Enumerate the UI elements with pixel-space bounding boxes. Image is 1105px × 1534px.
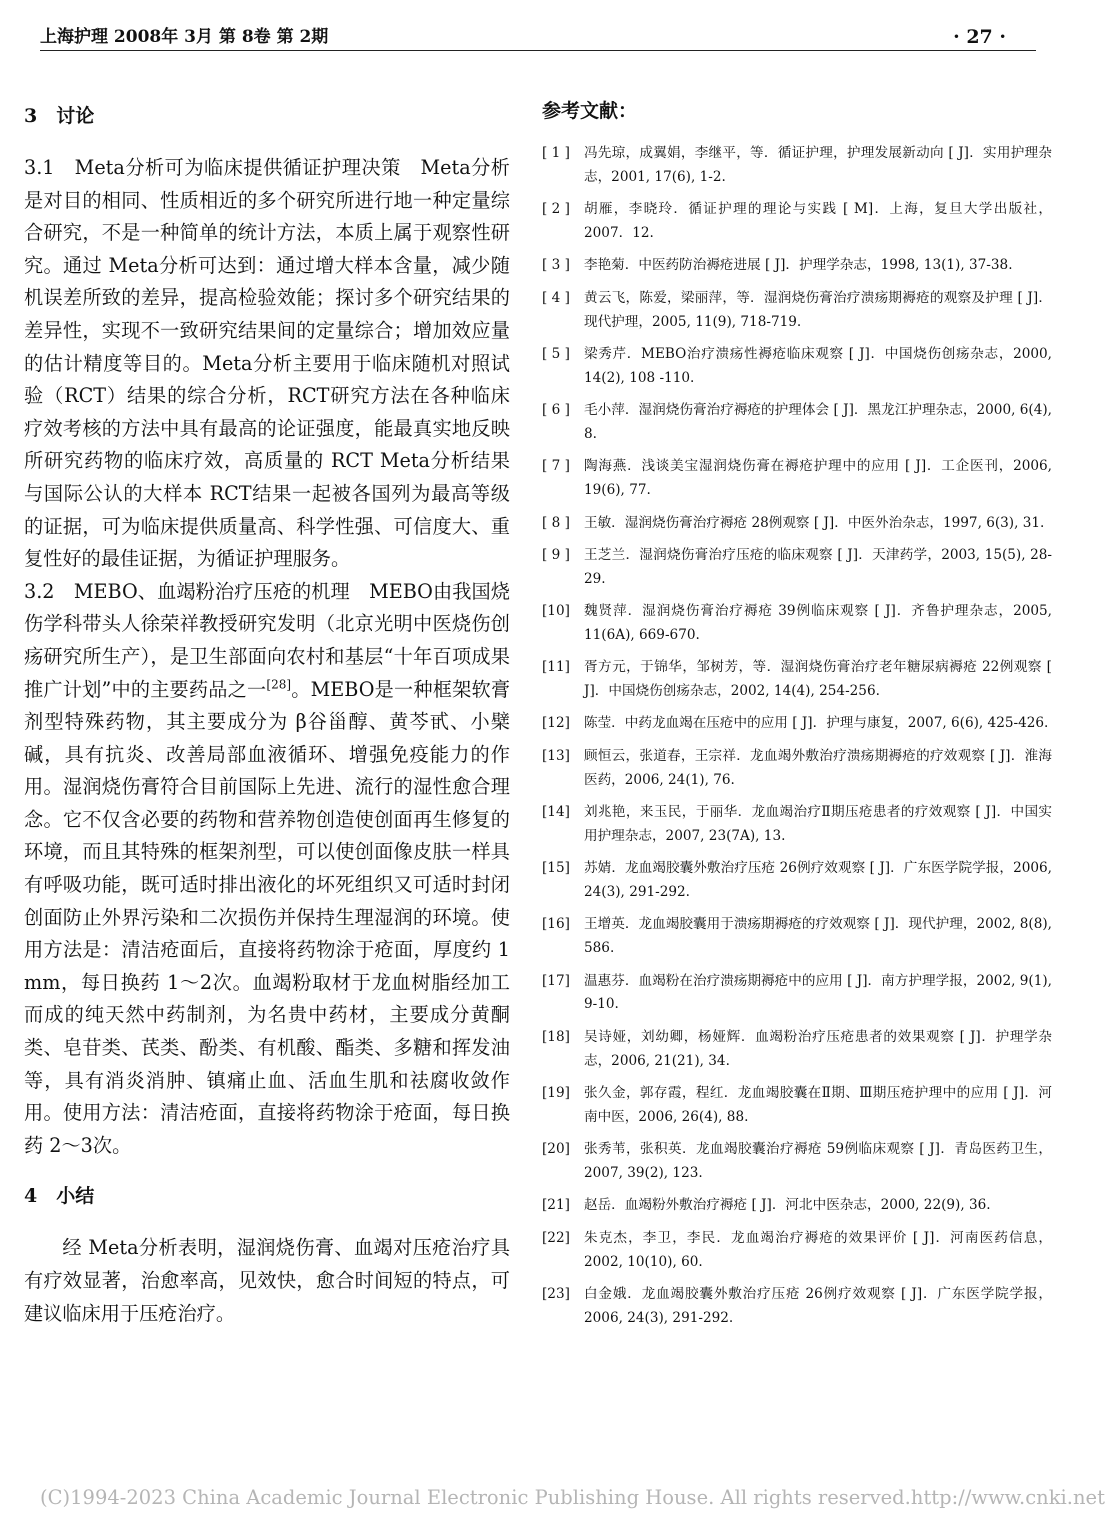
reference-number: [22] — [542, 1229, 570, 1246]
reference-text: 白金娥．龙血竭胶囊外敷治疗压疮 26例疗效观察 [ J]．广东医学院学报，2006, 24(3), 291-292. — [584, 1285, 1052, 1326]
reference-text: 胥方元，于锦华，邹树芳，等．湿润烧伤膏治疗老年糖尿病褥疮 22例观察 [ J]．中国烧伤创疡杂志，2002, 14(4), 254-256. — [584, 659, 1052, 700]
reference-item — [542, 198, 1052, 246]
reference-item — [542, 1138, 1052, 1186]
reference-number: [ 5 ] — [542, 345, 570, 362]
reference-number: [23] — [542, 1285, 570, 1302]
reference-text: 赵岳．血竭粉外敷治疗褥疮 [ J]．河北中医杂志，2000, 22(9), 36. — [584, 1197, 991, 1214]
reference-number: [ 1 ] — [542, 145, 570, 161]
reference-item — [542, 512, 1052, 536]
cnki-url[interactable]: http://www.cnki.net — [910, 1486, 1105, 1509]
reference-number: [10] — [542, 603, 570, 620]
reference-item — [542, 399, 1052, 447]
reference-number: [ 3 ] — [542, 257, 570, 274]
references-title: 参考文献： — [542, 100, 638, 122]
reference-number: [17] — [542, 972, 570, 989]
reference-text: 陶海燕．浅谈美宝湿润烧伤膏在褥疮护理中的应用 [ J]．工企医刊，2006, 19(6), 77. — [584, 458, 1052, 499]
footer — [40, 1486, 1105, 1509]
subsection-3-1-heading: 3.1 Meta分析可为临床提供循证护理决策 — [24, 156, 401, 179]
journal-citation: 上海护理 2008年 3月 第 8卷 第 2期 — [40, 27, 329, 47]
subsection-3-2-heading: 3.2 MEBO、血竭粉治疗压疮的机理 — [24, 579, 350, 603]
reference-number: [18] — [542, 1028, 570, 1045]
reference-text: 陈莹．中药龙血竭在压疮中的应用 [ J]．护理与康复，2007, 6(6), 425-426. — [584, 715, 1049, 732]
reference-item — [542, 600, 1052, 648]
reference-number: [ 8 ] — [542, 514, 570, 531]
reference-item — [542, 970, 1052, 1018]
reference-item — [542, 343, 1052, 391]
paragraph-3-2 — [24, 576, 510, 1163]
reference-number: [14] — [542, 804, 570, 821]
reference-number: [16] — [542, 916, 570, 933]
reference-text: 王敏．湿润烧伤膏治疗褥疮 28例观察 [ J]．中医外治杂志，1997, 6(3), 31. — [584, 514, 1045, 531]
citation-28: [28] — [266, 677, 292, 692]
reference-item — [542, 913, 1052, 961]
reference-text: 魏贤萍．湿润烧伤膏治疗褥疮 39例临床观察 [ J]．齐鲁护理杂志，2005, 11(6A), 669-670. — [584, 603, 1052, 643]
reference-item — [542, 857, 1052, 905]
reference-number: [19] — [542, 1084, 570, 1101]
reference-item — [542, 1194, 1052, 1218]
reference-number: [ 6 ] — [542, 402, 570, 419]
reference-number: [ 4 ] — [542, 289, 570, 306]
reference-text: 顾恒云，张道春，王宗祥．龙血竭外敷治疗溃疡期褥疮的疗效观察 [ J]．淮海医药，2006, 24(1), 76. — [584, 747, 1052, 788]
reference-number: [ 7 ] — [542, 458, 570, 475]
reference-item — [542, 142, 1052, 190]
reference-item — [542, 254, 1052, 278]
reference-text: 吴诗娅，刘幼卿，杨娅辉．血竭粉治疗压疮患者的效果观察 [ J]．护理学杂志，2006, 21(21), 34. — [584, 1028, 1052, 1069]
reference-number: [20] — [542, 1141, 570, 1158]
reference-item — [542, 801, 1052, 849]
reference-item — [542, 1283, 1052, 1331]
header-rule — [40, 50, 1036, 51]
reference-item — [542, 1227, 1052, 1275]
reference-text: 胡雁，李晓玲．循证护理的理论与实践 [ M]．上海，复旦大学出版社，2007．12. — [584, 201, 1052, 241]
page-number: · 27 · — [953, 26, 1006, 48]
reference-item — [542, 712, 1052, 736]
reference-text: 张久金，郭存霞，程红．龙血竭胶囊在Ⅱ期、Ⅲ期压疮护理中的应用 [ J]．河南中医，2006, 26(4), 88. — [584, 1084, 1052, 1125]
paragraph-4-summary: 经 Meta分析表明，湿润烧伤膏、血竭对压疮治疗具有疗效显著，治愈率高，见效快，愈合时间短的特点，可建议临床用于压疮治疗。 — [24, 1236, 510, 1325]
reference-number: [15] — [542, 860, 570, 877]
reference-item — [542, 1082, 1052, 1130]
reference-number: [ 2 ] — [542, 201, 570, 218]
reference-text: 王增英．龙血竭胶囊用于溃疡期褥疮的疗效观察 [ J]．现代护理，2002, 8(8), 586. — [584, 916, 1052, 957]
reference-item — [542, 455, 1052, 503]
reference-text: 冯先琼，成翼娟，李继平，等．循证护理，护理发展新动向 [ J]．实用护理杂志，2001, 17(6), 1-2. — [584, 145, 1052, 185]
reference-text: 黄云飞，陈爱，梁丽萍，等．湿润烧伤膏治疗溃疡期褥疮的观察及护理 [ J]．现代护理，2005, 11(9), 718-719. — [584, 289, 1052, 330]
reference-number: [12] — [542, 715, 570, 732]
reference-item — [542, 1026, 1052, 1074]
paragraph-3-2-body-a: MEBO由我国烧伤学科带头人徐荣祥教授研究发明（北京光明中医烧伤创疡研究所生产），是卫生部面向农村和基层“十年百项成果推广计划”中的主要药品之一 — [24, 579, 510, 701]
running-header — [40, 22, 1036, 52]
reference-text: 朱克杰，李卫，李民．龙血竭治疗褥疮的效果评价 [ J]．河南医药信息，2002, 10(10), 60. — [584, 1229, 1052, 1270]
left-column — [24, 100, 510, 1330]
reference-item — [542, 656, 1052, 704]
reference-number: [13] — [542, 747, 570, 764]
references-column — [542, 100, 1052, 1339]
reference-item — [542, 287, 1052, 335]
reference-number: [11] — [542, 659, 570, 676]
reference-list — [542, 142, 1052, 1331]
section-4-title: 4 小结 — [24, 1185, 95, 1208]
reference-text: 苏婧．龙血竭胶囊外敷治疗压疮 26例疗效观察 [ J]．广东医学院学报，2006, 24(3), 291-292. — [584, 860, 1052, 901]
reference-number: [ 9 ] — [542, 546, 570, 563]
copyright-notice: (C)1994-2023 China Academic Journal Electronic Publishing House. All rights reserved. — [40, 1486, 911, 1509]
reference-number: [21] — [542, 1197, 570, 1214]
reference-text: 温惠芬．血竭粉在治疗溃疡期褥疮中的应用 [ J]．南方护理学报，2002, 9(1), 9-10. — [584, 972, 1052, 1013]
reference-item — [542, 745, 1052, 793]
reference-text: 王芝兰．湿润烧伤膏治疗压疮的临床观察 [ J]．天津药学，2003, 15(5), 28-29. — [584, 546, 1052, 587]
reference-text: 李艳菊．中医药防治褥疮进展 [ J]．护理学杂志，1998, 13(1), 37-38. — [584, 257, 1013, 274]
reference-text: 梁秀芹．MEBO治疗溃疡性褥疮临床观察 [ J]．中国烧伤创疡杂志，2000, 14(2), 108 -110. — [584, 345, 1052, 386]
reference-text: 张秀苇，张积英．龙血竭胶囊治疗褥疮 59例临床观察 [ J]．青岛医药卫生，2007, 39(2), 123. — [584, 1141, 1052, 1181]
paragraph-3-1-body: Meta分析是对目的相同、性质相近的多个研究所进行地一种定量综合研究，不是一种简单的统计方法，本质上属于观察性研究。通过 Meta分析可达到：通过增大样本含量，减少随机误差所致的差异，提高检验效能；探讨多个研究结果的差异性，实现不一致研究结果间的定量综合；增加效应量的估计精度等目的。Meta分析主要用于临床随机对照试验（RCT）结果的综合分析，RCT研究方法在各种临床疗效考核的方法中具有最高的论证强度，能最真实地反映所研究药物的临床疗效，高质量的 RCT Meta分析结果与国际公认的大样本 RCT结果一起被各国列为最高等级的证据，可为临床提供质量高、科学性强、可信度大、重复性好的最佳证据，为循证护理服务。 — [24, 156, 510, 571]
reference-item — [542, 544, 1052, 592]
paragraph-3-2-body-b: 。MEBO是一种框架软膏剂型特殊药物，其主要成分为 β谷甾醇、黄芩甙、小檗碱，具有抗炎、改善局部血液循环、增强免疫能力的作用。湿润烧伤膏符合目前国际上先进、流行的湿性愈合理念。它不仅含必要的药物和营养物创造使创面再生修复的环境，而且其特殊的框架剂型，可以使创面像皮肤一样具有呼吸功能，既可适时排出液化的坏死组织又可适时封闭创面防止外界污染和二次损伤并保持生理湿润的环境。使用方法是：清洁疮面后，直接将药物涂于疮面，厚度约 1 mm，每日换药 1～2次。血竭粉取材于龙血树脂经加工而成的纯天然中药制剂，为名贵中药材，主要成分黄酮类、皂苷类、芪类、酚类、有机酸、酯类、多糖和挥发油等，具有消炎消肿、镇痛止血、活血生肌和祛腐收敛作用。使用方法：清洁疮面，直接将药物涂于疮面，每日换药 2～3次。 — [24, 677, 511, 1157]
section-3-title: 3 讨论 — [24, 105, 95, 127]
reference-text: 毛小萍．湿润烧伤膏治疗褥疮的护理体会 [ J]．黑龙江护理杂志，2000, 6(4), 8. — [584, 402, 1052, 442]
paragraph-3-1 — [24, 152, 510, 576]
reference-text: 刘兆艳，来玉民，于丽华．龙血竭治疗Ⅱ期压疮患者的疗效观察 [ J]．中国实用护理杂志，2007, 23(7A), 13. — [584, 804, 1052, 844]
